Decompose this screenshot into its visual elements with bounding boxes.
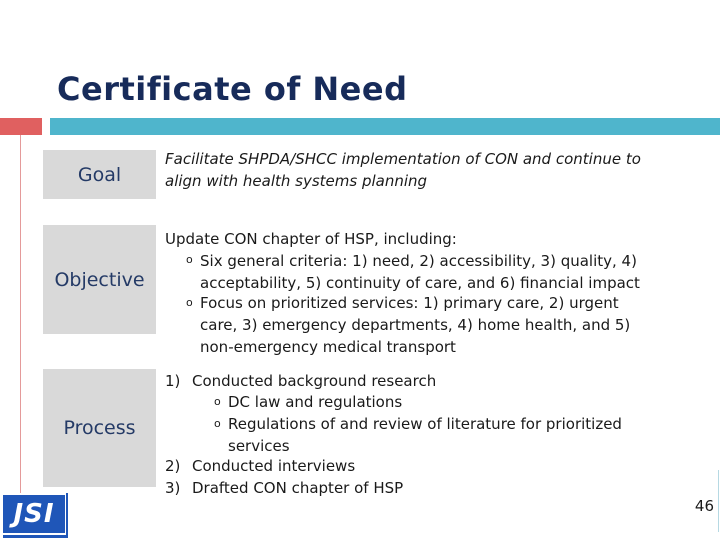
sub-bullet-marker: o: [214, 395, 221, 408]
goal-label-box: [43, 150, 156, 199]
process-sub-item-1: DC law and regulations: [228, 393, 403, 411]
bullet-line: acceptability, 5) continuity of care, and 6) financial impact: [200, 274, 640, 292]
process-item-3: Drafted CON chapter of HSP: [192, 479, 404, 497]
slide-title: Certificate of Need: [57, 70, 408, 108]
logo-underline: [3, 535, 68, 538]
bullet-line: care, 3) emergency departments, 4) home health, and 5): [200, 316, 631, 334]
process-label-box: [43, 369, 156, 487]
left-margin-line: [20, 135, 21, 493]
title-accent-bar: [0, 118, 42, 135]
objective-bullet-1: [200, 250, 640, 294]
page-number: 46: [694, 497, 714, 515]
process-item-2: Conducted interviews: [192, 457, 356, 475]
sub-item-line: services: [228, 437, 290, 455]
process-label: Process: [63, 417, 136, 439]
process-item-1: Conducted background research: [192, 372, 437, 390]
bullet-line: Six general criteria: 1) need, 2) accessibility, 3) quality, 4): [200, 252, 637, 270]
process-number: 3): [165, 479, 181, 497]
objective-bullet-2: [200, 292, 630, 358]
bullet-marker: o: [186, 253, 193, 266]
objective-label-box: [43, 225, 156, 334]
goal-text: [165, 148, 641, 192]
title-rule-bar: [50, 118, 720, 135]
process-number: 2): [165, 457, 181, 475]
goal-text-line: Facilitate SHPDA/SHCC implementation of CON and continue to: [165, 150, 641, 168]
bullet-marker: o: [186, 296, 193, 309]
goal-label: Goal: [77, 163, 122, 186]
jsi-logo: [3, 495, 65, 533]
logo-text: JSI: [13, 499, 55, 529]
process-number: 1): [165, 372, 181, 390]
objective-lead: Update CON chapter of HSP, including:: [165, 230, 457, 248]
bullet-line: Focus on prioritized services: 1) primary care, 2) urgent: [200, 294, 619, 312]
bullet-line: non-emergency medical transport: [200, 338, 456, 356]
sub-bullet-marker: o: [214, 417, 221, 430]
goal-text-line: align with health systems planning: [165, 172, 428, 190]
logo-divider: [66, 493, 68, 537]
sub-item-line: Regulations of and review of literature for prioritized: [228, 415, 622, 433]
objective-label: Objective: [54, 268, 145, 291]
process-sub-item-2: [228, 413, 622, 457]
page-number-rule: [718, 470, 719, 532]
